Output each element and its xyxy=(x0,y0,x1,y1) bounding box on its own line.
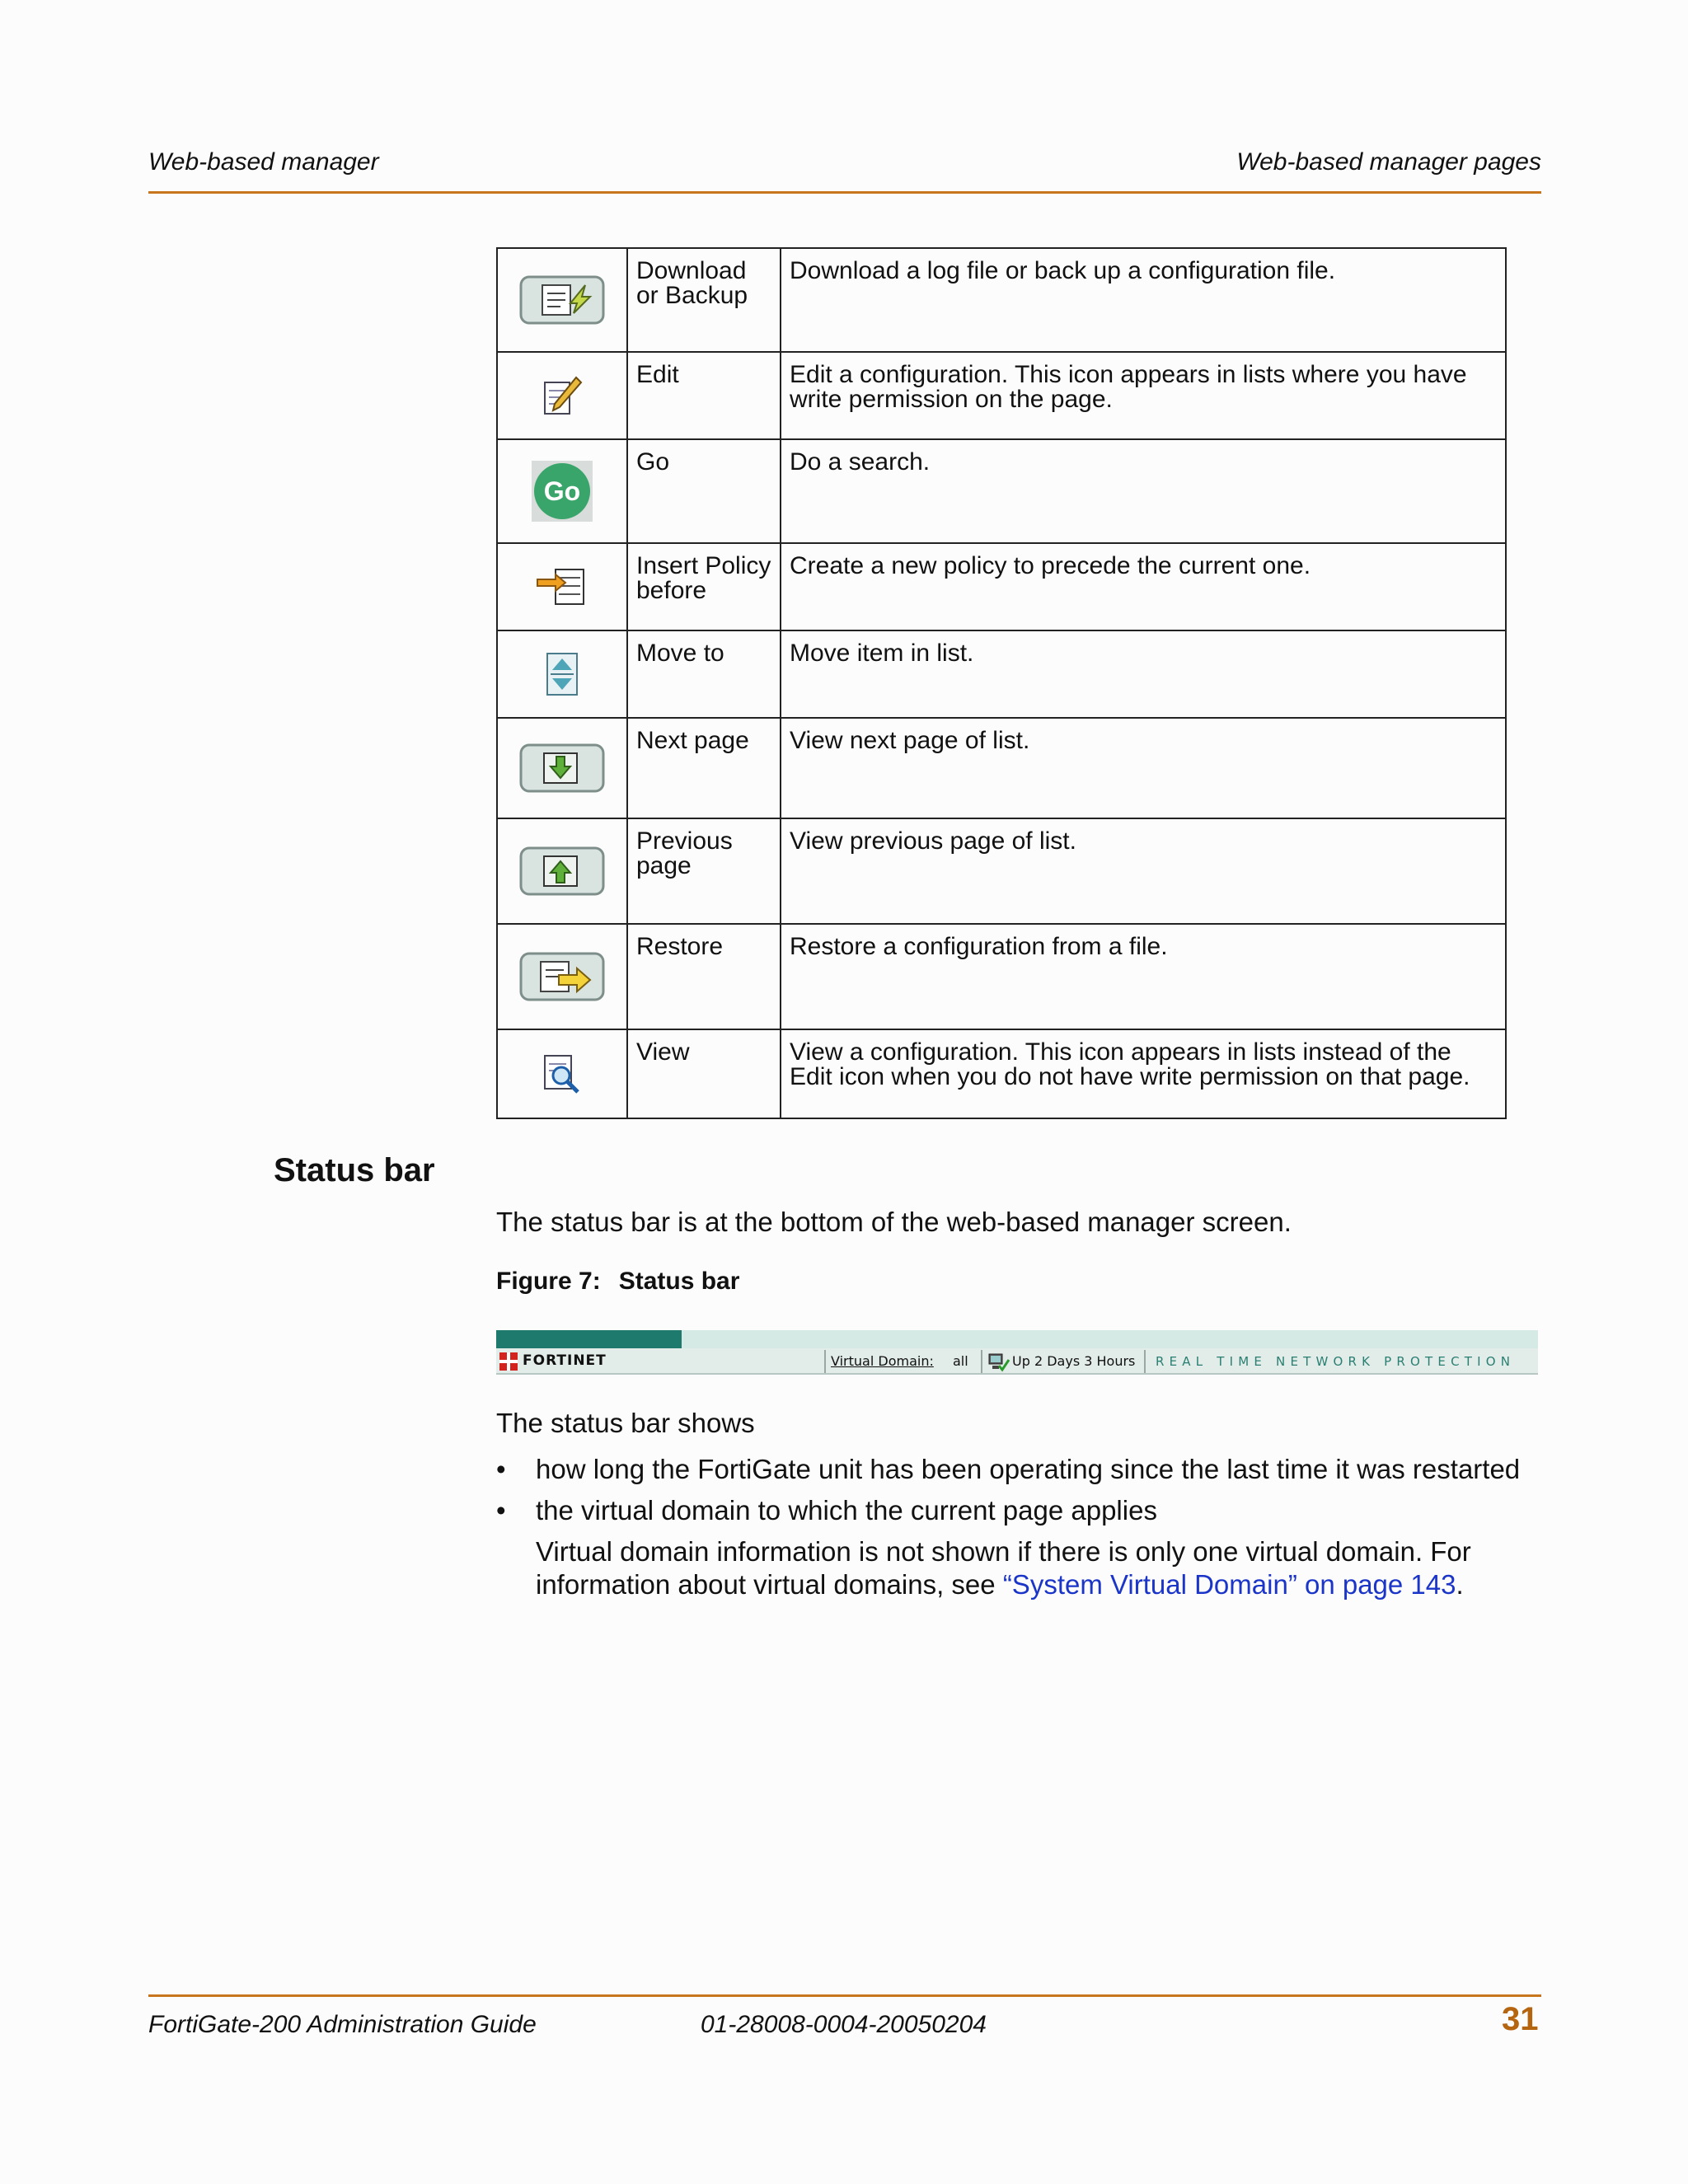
figure-caption xyxy=(496,1268,739,1296)
list-item-text: how long the FortiGate unit has been operating since the last time it was restarted xyxy=(536,1454,1521,1484)
icon-description: Restore a configuration from a file. xyxy=(781,924,1506,1029)
move-to-icon xyxy=(546,652,579,696)
icon-description: Edit a configuration. This icon appears in lists where you have write permission on the page. xyxy=(781,352,1506,439)
icon-description: Create a new policy to precede the current one. xyxy=(781,543,1506,630)
go-icon-label: Go xyxy=(543,476,581,506)
section-heading: Status bar xyxy=(274,1152,435,1188)
header-left: Web-based manager xyxy=(148,148,379,176)
icon-cell xyxy=(497,1029,627,1118)
previous-page-icon xyxy=(519,845,605,898)
download-backup-icon xyxy=(519,274,605,326)
icon-name: Edit xyxy=(627,352,781,439)
icon-cell xyxy=(497,543,627,630)
footer-rule xyxy=(148,1994,1541,1997)
next-page-icon xyxy=(519,742,605,794)
figure-title: Status bar xyxy=(618,1268,740,1295)
icon-name: Insert Policy before xyxy=(627,543,781,630)
view-icon xyxy=(540,1051,584,1097)
header-right: Web-based manager pages xyxy=(1236,148,1541,176)
note-line: Virtual domain information is not shown if there is only one virtual domain. For xyxy=(536,1536,1471,1567)
list-item-text: the virtual domain to which the current page applies xyxy=(536,1495,1157,1526)
system-virtual-domain-link[interactable]: “System Virtual Domain” on page 143 xyxy=(1002,1569,1456,1600)
shows-paragraph: The status bar shows xyxy=(496,1408,755,1438)
icon-cell xyxy=(497,924,627,1029)
uptime-computer-icon xyxy=(987,1352,1010,1372)
table-row xyxy=(497,352,1506,439)
status-divider xyxy=(824,1350,826,1373)
page-number: 31 xyxy=(1502,2001,1539,2037)
icon-cell xyxy=(497,818,627,924)
note-line xyxy=(536,1569,1464,1601)
icon-name: View xyxy=(627,1029,781,1118)
icon-name: Restore xyxy=(627,924,781,1029)
insert-policy-icon xyxy=(536,566,588,607)
icon-name: Download or Backup xyxy=(627,248,781,352)
table-row xyxy=(497,248,1506,352)
icon-description: View previous page of list. xyxy=(781,818,1506,924)
icon-name: Previous page xyxy=(627,818,781,924)
table-row xyxy=(497,818,1506,924)
note-text: . xyxy=(1456,1569,1464,1600)
restore-icon xyxy=(519,950,605,1003)
table-row xyxy=(497,630,1506,718)
figure-label: Figure 7: xyxy=(496,1268,601,1295)
footer-guide-title: FortiGate-200 Administration Guide xyxy=(148,2011,537,2038)
note-text: information about virtual domains, see xyxy=(536,1569,1003,1600)
icon-cell xyxy=(497,718,627,818)
edit-pencil-icon xyxy=(540,373,584,419)
icon-table xyxy=(496,247,1507,1119)
intro-paragraph: The status bar is at the bottom of the web-based manager screen. xyxy=(496,1207,1292,1237)
icon-name: Move to xyxy=(627,630,781,718)
icon-description: View a configuration. This icon appears in lists instead of the Edit icon when you do not have write permission on that page. xyxy=(781,1029,1506,1118)
icon-name: Next page xyxy=(627,718,781,818)
header-rule xyxy=(148,191,1541,194)
table-row xyxy=(497,924,1506,1029)
icon-description: Do a search. xyxy=(781,439,1506,543)
table-row xyxy=(497,439,1506,543)
uptime-text: Up 2 Days 3 Hours xyxy=(1012,1353,1136,1369)
virtual-domain-value: all xyxy=(953,1353,968,1369)
status-divider xyxy=(1144,1350,1146,1373)
icon-name: Go xyxy=(627,439,781,543)
fortinet-logo-text: FORTINET xyxy=(523,1352,607,1369)
virtual-domain-label[interactable]: Virtual Domain: xyxy=(831,1353,934,1369)
icon-cell xyxy=(497,630,627,718)
icon-description: Download a log file or back up a configuration file. xyxy=(781,248,1506,352)
fortinet-logo-icon xyxy=(499,1352,518,1371)
icon-cell xyxy=(497,352,627,439)
footer-doc-id: 01-28008-0004-20050204 xyxy=(701,2011,987,2038)
status-divider xyxy=(981,1350,982,1373)
icon-cell xyxy=(497,439,627,543)
table-row xyxy=(497,1029,1506,1118)
status-bar-figure xyxy=(496,1330,1538,1375)
icon-description: Move item in list. xyxy=(781,630,1506,718)
go-icon xyxy=(532,461,593,522)
icon-description: View next page of list. xyxy=(781,718,1506,818)
status-bar-progress xyxy=(496,1330,682,1348)
table-row xyxy=(497,543,1506,630)
table-row xyxy=(497,718,1506,818)
icon-cell xyxy=(497,248,627,352)
tagline-text: REAL TIME NETWORK PROTECTION xyxy=(1156,1354,1516,1369)
